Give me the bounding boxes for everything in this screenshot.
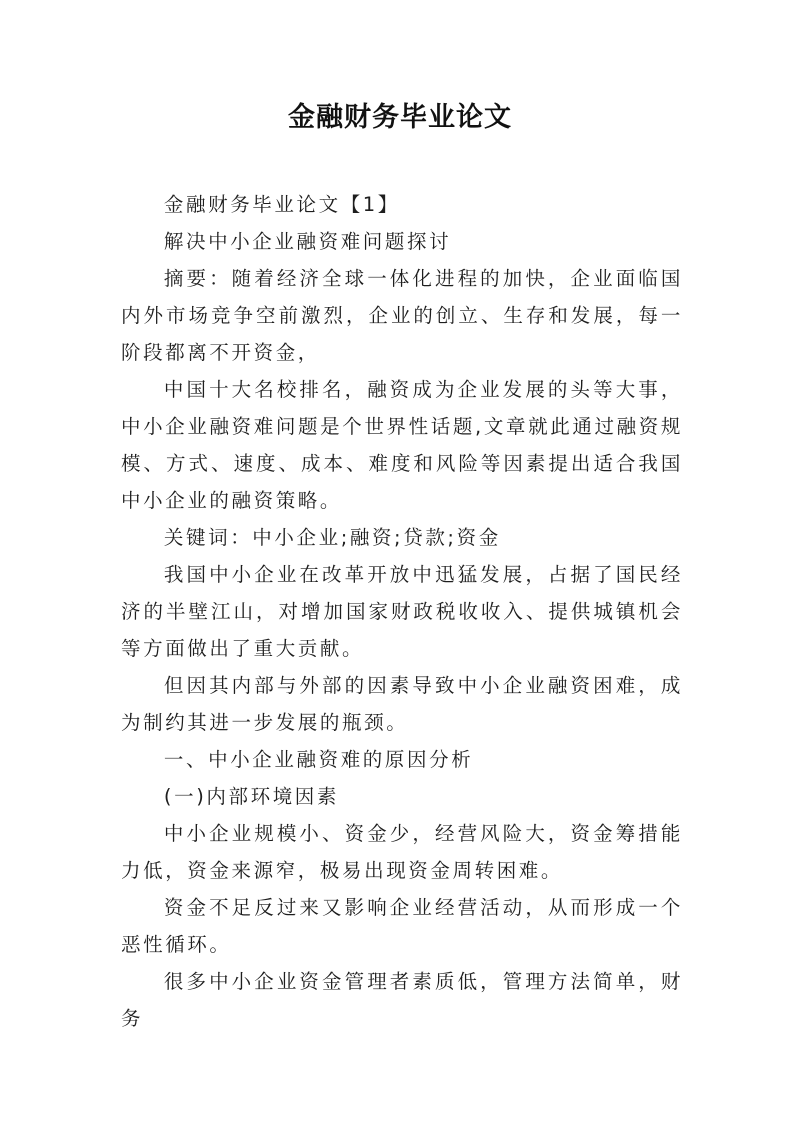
- paragraph-intro: 我国中小企业在改革开放中迅猛发展，占据了国民经济的半壁江山，对增加国家财政税收收入、提供城镇机会等方面做出了重大贡献。: [121, 563, 683, 660]
- paragraph-abstract: 摘要：随着经济全球一体化进程的加快，企业面临国内外市场竞争空前激烈，企业的创立、生存和发展，每一阶段都离不开资金，: [121, 267, 683, 364]
- paragraph-keywords: 关键词：中小企业;融资;贷款;资金: [163, 526, 501, 549]
- document-title: 金融财务毕业论文: [288, 102, 512, 133]
- paragraph-subheading-1: (一)内部环境因素: [163, 785, 340, 808]
- paragraph-abstract-continued: 中国十大名校排名，融资成为企业发展的头等大事，中小企业融资难问题是个世界性话题,文章就此通过融资规模、方式、速度、成本、难度和风险等因素提出适合我国中小企业的融资策略。: [121, 378, 683, 512]
- paragraph-heading-1: 一、中小企业融资难的原因分析: [163, 748, 474, 771]
- paragraph-body-2: 资金不足反过来又影响企业经营活动，从而形成一个恶性循环。: [121, 896, 683, 956]
- paragraph-body-1: 中小企业规模小、资金少，经营风险大，资金筹措能力低，资金来源窄，极易出现资金周转困难。: [121, 822, 683, 882]
- paragraph-section-heading: 金融财务毕业论文【1】: [163, 193, 400, 216]
- paragraph-body-3: 很多中小企业资金管理者素质低，管理方法简单，财务: [121, 970, 683, 1030]
- document-body: [121, 186, 683, 1037]
- paragraph-intro-continued: 但因其内部与外部的因素导致中小企业融资困难，成为制约其进一步发展的瓶颈。: [121, 674, 683, 734]
- paragraph-article-title: 解决中小企业融资难问题探讨: [163, 230, 452, 253]
